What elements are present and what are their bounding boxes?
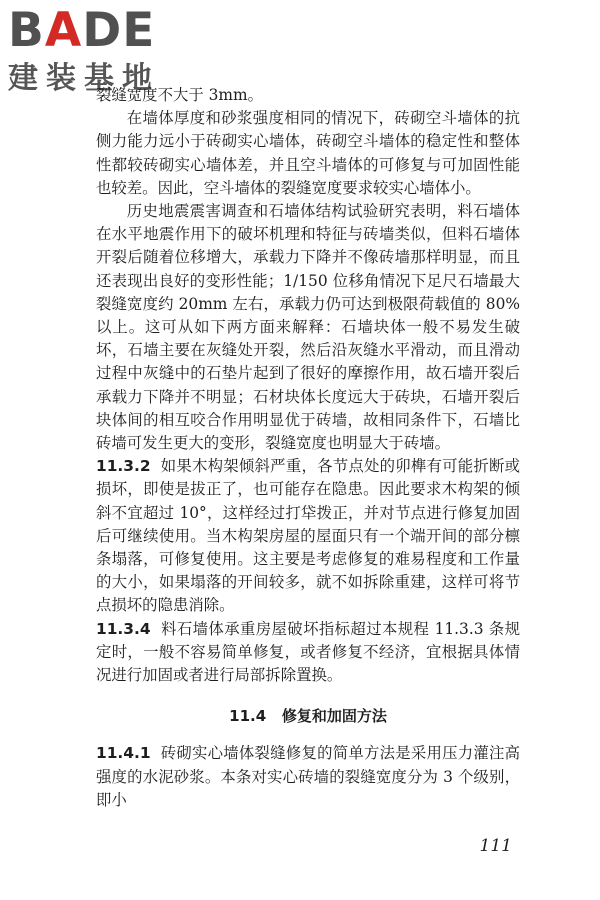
- page-body: [96, 84, 520, 812]
- clause-11-3-2: [96, 455, 520, 617]
- section-number: 11.4: [229, 707, 267, 726]
- clause-11-4-1: [96, 742, 520, 812]
- logo-brand: [8, 3, 178, 58]
- logo-subtitle: 建装基地: [8, 61, 160, 96]
- clause-11-3-4: [96, 618, 520, 688]
- clause-number: 11.3.2: [96, 457, 151, 476]
- clause-text: 料石墙体承重房屋破坏指标超过本规程 11.3.3 条规定时，一般不容易简单修复，或者修复不经济，宜根据具体情况进行加固或者进行局部拆除置换。: [96, 619, 520, 685]
- clause-number: 11.4.1: [96, 744, 151, 763]
- section-title: 修复和加固方法: [281, 707, 387, 726]
- clause-text: 砖砌实心墙体裂缝修复的简单方法是采用压力灌注高强度的水泥砂浆。本条对实心砖墙的裂缝宽度分为 3 个级别，即小: [96, 744, 520, 809]
- paragraph-hollow-wall: 在墙体厚度和砂浆强度相同的情况下，砖砌空斗墙体的抗侧力能力远小于砖砌实心墙体，砖砌空斗墙体的稳定性和整体性都较砖砌实心墙体差，并且空斗墙体的可修复与可加固性能也较差。因此，空斗墙体的裂缝宽度要求较实心墙体小。: [96, 109, 520, 197]
- page-number: 111: [479, 836, 512, 856]
- paragraph-stone-wall: 历史地震震害调查和石墙体结构试验研究表明，料石墙体在水平地震作用下的破坏机理和特征与砖墙类似，但料石墙体开裂后随着位移增大，承载力下降并不像砖墙那样明显，而且还表现出良好的变形性能；1/150 位移角情况下足尺石墙最大裂缝宽度约 20mm 左右，承载力仍可达到极限荷载值的 80%以上。这可从如下两方面来解释：石墙块体一般不易发生破坏，石墙主要在灰缝处开裂，然后沿灰缝水平滑动，而且滑动过程中灰缝中的石垫片起到了很好的摩擦作用，故石墙开裂后承载力下降并不明显；石材块体长度远大于砖块，石墙开裂后块体间的相互咬合作用明显优于砖墙，故相同条件下，石墙比砖墙可发生更大的变形，裂缝宽度也明显大于砖墙。: [96, 202, 520, 453]
- clause-text: 如果木构架倾斜严重，各节点处的卯榫有可能折断或损坏，即使是拔正了，也可能存在隐患。因此要求木构架的倾斜不宜超过 10°，这样经过打牮拨正，并对节点进行修复加固后可继续使用。当木构架房屋的屋面只有一个端开间的部分檩条塌落，可修复使用。这主要是考虑修复的难易程度和工作量的大小，如果塌落的开间较多，就不如拆除重建，这样可将节点损坏的隐患消除。: [96, 457, 520, 615]
- clause-number: 11.3.4: [96, 619, 151, 638]
- logo-letter-b: B: [8, 3, 45, 58]
- paragraph-continued: 裂缝宽度不大于 3mm。: [96, 86, 263, 104]
- logo-letter-a: A: [44, 3, 83, 58]
- logo-letters-de: DE: [82, 3, 156, 58]
- section-heading: [96, 705, 520, 728]
